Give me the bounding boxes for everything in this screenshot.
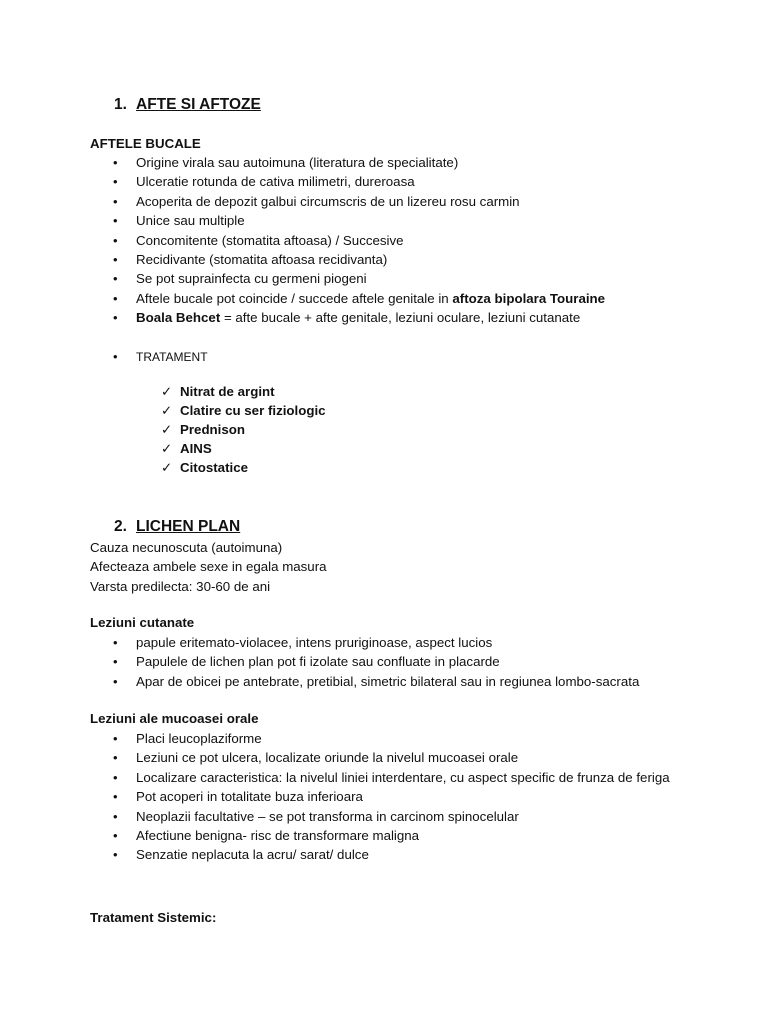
checklist-item: ✓ Nitrat de argint — [161, 384, 275, 399]
check-icon: ✓ — [161, 460, 173, 475]
lichen-intro — [90, 538, 327, 596]
list-item: • Origine virala sau autoimuna (literatura de specialitate) — [113, 155, 459, 170]
treatment-label-list — [0, 347, 676, 366]
list-item: • Se pot suprainfecta cu germeni piogeni — [113, 271, 367, 287]
list-item: • Aftele bucale pot coincide / succede aftele genitale in aftoza bipolara Touraine — [113, 290, 606, 306]
list-item: • Ulceratie rotunda de cativa milimetri, dureroasa — [113, 174, 415, 190]
oral-list — [0, 729, 676, 865]
list-item: • Localizare caracteristica: la nivelul liniei interdentare, cu aspect specific de frunza de feriga — [113, 769, 670, 785]
intro-line: Afecteaza ambele sexe in egala masura — [90, 559, 327, 575]
treatment-checklist — [0, 382, 326, 477]
systemic-treatment-title: Tratament Sistemic: — [90, 910, 217, 925]
list-item: • Afectiune benigna- risc de transformare maligna — [113, 827, 420, 843]
treatment-label: • TRATAMENT — [113, 349, 208, 364]
list-item: • Placi leucoplaziforme — [113, 731, 262, 746]
oral-title: Leziuni ale mucoasei orale — [90, 711, 259, 726]
section-2-number: 2. — [114, 518, 127, 535]
section-1-heading — [114, 96, 261, 114]
section-2-title: LICHEN PLAN — [136, 518, 241, 535]
list-item: • Acoperita de depozit galbui circumscris de un lizereu rosu carmin — [113, 193, 520, 209]
intro-line: Varsta predilecta: 30-60 de ani — [90, 578, 271, 594]
check-icon: ✓ — [161, 384, 173, 399]
checklist-item: ✓ AINS — [161, 441, 212, 456]
list-item: • Unice sau multiple — [113, 213, 245, 229]
check-icon: ✓ — [161, 422, 173, 437]
list-item: • Senzatie neplacuta la acru/ sarat/ dulce — [113, 847, 369, 863]
section-1-number: 1. — [114, 96, 127, 113]
list-item: • Pot acoperi in totalitate buza inferioara — [113, 789, 363, 805]
list-item: • Papulele de lichen plan pot fi izolate sau confluate in placarde — [113, 654, 500, 670]
section-2-heading — [114, 518, 240, 536]
intro-line: Cauza necunoscuta (autoimuna) — [90, 540, 283, 555]
cutaneous-title: Leziuni cutanate — [90, 615, 195, 630]
list-item: • papule eritemato-violacee, intens pruriginoase, aspect lucios — [113, 635, 493, 650]
aftele-bullet-list — [0, 153, 676, 328]
list-item: • Concomitente (stomatita aftoasa) / Succesive — [113, 232, 404, 248]
section-1-title: AFTE SI AFTOZE — [136, 96, 261, 113]
list-item: • Recidivante (stomatita aftoasa recidivanta) — [113, 251, 388, 267]
check-icon: ✓ — [161, 403, 173, 418]
checklist-item: ✓ Citostatice — [161, 460, 248, 475]
checklist-item: ✓ Clatire cu ser fiziologic — [161, 403, 326, 418]
cutaneous-list — [0, 633, 676, 691]
list-item: • Leziuni ce pot ulcera, localizate oriunde la nivelul mucoasei orale — [113, 750, 519, 766]
check-icon: ✓ — [161, 441, 173, 456]
aftele-bucale-subtitle: AFTELE BUCALE — [90, 136, 201, 151]
list-item: • Apar de obicei pe antebrate, pretibial, simetric bilateral sau in regiunea lombo-sacrata — [113, 673, 640, 689]
list-item: • Neoplazii facultative – se pot transforma in carcinom spinocelular — [113, 808, 519, 824]
list-item: • Boala Behcet = afte bucale + afte genitale, leziuni oculare, leziuni cutanate — [113, 310, 581, 326]
checklist-item: ✓ Prednison — [161, 422, 246, 437]
